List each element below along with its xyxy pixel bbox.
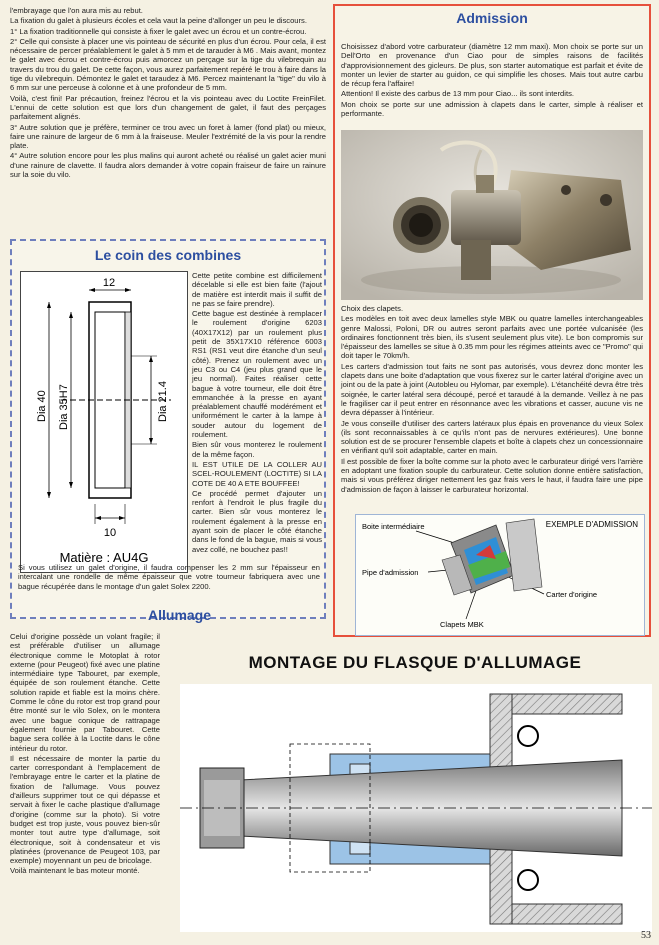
page-number: 53: [641, 930, 651, 941]
carburetor-photo: [341, 130, 643, 300]
label-clapets: Clapets MBK: [440, 620, 484, 629]
paragraph: Choisissez d'abord votre carburateur (diamètre 12 mm maxi). Mon choix se porte sur un Dell'Orto en provenance d'un Ciao pour de simples raisons de facilités d'approvisionnement des gicleurs. De plus, son starter automatique est parfait et évite de monter un levier de starter au guidon, ce qui simplifie les choses. Mais tout autre carbu de récup fera l'affaire!: [341, 42, 643, 89]
combines-text: [192, 271, 322, 555]
paragraph: Choix des clapets.: [341, 304, 404, 313]
label-carter: Carter d'origine: [546, 590, 598, 599]
dim-bottom: 10: [103, 527, 117, 539]
paragraph: Je vous conseille d'utiliser des carters latéraux plus épais en provenance du vieux Solex (ils sont reconnaissables à ce qu'ils n'ont pas de nervures extérieures). Une bonne solution est de se procurer l'ensemble clapets et boîte à clapets chez un concessionnaire en vérifiant qu'il soit adaptable, carter en main.: [341, 418, 643, 456]
dim-dia40: Dia 40: [36, 390, 48, 422]
paragraph: Voilà, c'est fini! Par précaution, freinez l'écrou et la vis pointeau avec du Loctite FreinFilet. L'ennui de cette solution est que lors d'un changement de galet, il faut des perçages parfaitement alignés.: [10, 93, 326, 122]
paragraph: 4° Autre solution encore pour les plus malins qui auront acheté ou réalisé un galet acier muni d'une rainure de clavette. Il faudra alors demander à votre copain fraiseur de faire un rainure sur la soie du vilo.: [10, 151, 326, 180]
combines-box: [10, 239, 326, 619]
paragraph: 2° Celle qui consiste à placer une vis pointeau de sécurité en plus d'un écrou. Pour cela, il est nécessaire de percer préalablement le galet à 5 mm et de tarauder à M6 . Mais avant, montez le galet avec écrou et contre-écrou puis amorcez un perçage sur la tige du vilebrequin au travers du trou du galet. De cette façon, vous aurez parfaitement repéré le trou à faire dans la tige du vilebrequin. Démontez le galet et taraudez à M6. Percez maintenant la "tige" du vilo à 6 mm sur une perceuse à colonne et à une profondeur de 5 mm.: [10, 36, 326, 93]
flasque-cross-section: [180, 684, 652, 932]
paragraph: Voilà maintenant le bas moteur monté.: [10, 866, 140, 876]
admission-title: Admission: [456, 10, 528, 26]
flasque-title: MONTAGE DU FLASQUE D'ALLUMAGE: [248, 653, 582, 672]
paragraph: Les carters d'admission tout faits ne sont pas autorisés, vous devrez donc monter les clapets dans une boite d'adaptation que vous fixerez sur le carter latéral d'origine avec un joint ou de la pate à joint (Autobleu ou Hylomar, par exemple). L'étanchéité devra être très soignée, le carter latéral sera découpé, percé et taraudé à la demande. Veillez à ne pas le fragiliser car il peut entrer en résonnance avec les vibrations et casser, aucune vis ne devra dépasser à l'intérieur.: [341, 361, 643, 418]
paragraph: 1° La fixation traditionnelle qui consiste à fixer le galet avec un écrou et un contre-écrou.: [10, 26, 307, 36]
allumage-title: Allumage: [148, 607, 212, 623]
paragraph: Ce procédé permet d'ajouter un renfort à l'endroit le plus fragile du carter. Bien sûr vous monterez le roulement également à la presse en ayant soin de placer le côté étanche dans le fond de la bague, mais si vous avez collé, ne bouchez pas!!: [192, 488, 322, 554]
dim-dia35: Dia 35H7: [58, 384, 70, 430]
paragraph: Bien sûr vous monterez le roulement de la même façon.: [192, 440, 322, 459]
combines-title: Le coin des combines: [94, 247, 242, 263]
allumage-text: [10, 632, 160, 877]
flasque-title-box: [180, 648, 650, 678]
material-label: Matière : AU4G: [59, 550, 149, 565]
ring-technical-drawing: [20, 271, 188, 573]
label-pipe: Pipe d'admission: [362, 568, 419, 577]
paragraph: Celui d'origine possède un volant fragile; il est préférable d'utiliser un allumage électronique comme le Motoplat à rotor externe (pour Peugeot) fixé avec une platine intermédiaire type Tabouret, par exemple, équipée de son roulement étanche. Cette solution rapide et fiable est la moins chère. Comme le cône du rotor est trop grand pour être monté sur le vilo Solex, on le montera avec une bague conique de rattrapage également fournie par Tabouret. Cette bague sera collée à la Loctite dans le cône intérieur du rotor.: [10, 632, 160, 753]
paragraph: Il est possible de fixer la boîte comme sur la photo avec le carburateur dirigé vers l'arrière en adoptant une fixation souple du carburateur. Cette solution donne entière satisfaction, mais si vous préférez diriger nettement les gaz frais vers le haut, il faudra faire une pipe d'admission de façon à laisser le carburateur horizontal.: [341, 456, 643, 494]
paragraph: Mon choix se porte sur une admission à clapets dans le carter, simple à réaliser et performante.: [341, 99, 643, 119]
admission-intro: [341, 42, 643, 119]
top-left-article: [10, 6, 326, 180]
paragraph: l'embrayage que l'on aura mis au rebut.: [10, 6, 143, 15]
paragraph: IL EST UTILE DE LA COLLER AU SCEL-ROULEMENT (LOCTITE) SI LA COTE DE 40 A ETE BOUFFEE!: [192, 459, 322, 488]
paragraph: 3° Autre solution que je préfère, terminer ce trou avec un foret à lamer (fond plat) ou mieux, faire une rainure de largeur de 6 mm à la fraiseuse. Meuler l'extrémité de la vis pour la rendre plate.: [10, 122, 326, 151]
paragraph: Il est nécessaire de monter la partie du carter correspondant à l'emplacement de l'embrayage entre le carter et la platine de fixation de l'allumage. Vous pouvez d'ailleurs supprimer tout ce qui dépasse et servait à fixer le cache plastique d'allumage d'origine (comme sur la photo). Si votre budget est trop juste, vous pouvez bien-sûr monter tout autre type d'allumage, soit électronique, soit à condensateur et vis platinées (provenance de Peugeot 103, par exemple) moyennant un peu de bricolage.: [10, 753, 160, 866]
admission-box: [333, 4, 651, 637]
paragraph: Cette petite combine est difficilement décelable si elle est bien faite (l'ajout de matière est interdit mais il suffit de ne pas se faire prendre).: [192, 271, 322, 308]
paragraph: La fixation du galet à plusieurs écoles et cela vaut la peine d'allonger un peu le discours.: [10, 16, 307, 26]
dim-top: 12: [102, 277, 116, 289]
diagram-title: EXEMPLE D'ADMISSION: [545, 520, 638, 529]
label-boite: Boite intermédiaire: [362, 522, 425, 531]
paragraph: Attention! Il existe des carbus de 13 mm pour Ciao... ils sont interdits.: [341, 89, 574, 99]
dim-dia21: Dia 21.4: [157, 381, 169, 422]
combines-bottom-text: Si vous utilisez un galet d'origine, il faudra compenser les 2 mm sur l'épaisseur en intercalant une rondelle de même épaisseur que votre tourneur fabriquera avec une bague récupérée dans le montage d'un galet Solex 2200.: [18, 563, 320, 591]
paragraph: Les modèles en toit avec deux lamelles style MBK ou quatre lamelles interchangeables genre Malossi, Poloni, DR ou autres seront parfaits avec une portée vulcanisée (les ordinaires fonctionnent très bien, ils s'usent seulement plus vite). Le bon compromis sur l'épaisseur des lamelles se situe à 0.35 mm pour les régimes atteints avec ce "Promo" qui doit taper le 70km/h.: [341, 314, 643, 361]
paragraph: Cette bague est destinée à remplacer le roulement d'origine 6203 (40X17X12) par un roulement plus petit de 35X17X10 référence 6003 RS1 (RS1 veut dire étanche d'un seul côté). Prenez un roulement avec un jeu C3 ou C4 (jeu plus grand que le jeu normal). Faites réaliser cette bague à votre tourneur, elle doit être emmanchée à la presse en ayant préalablement chauffé modérément et uniformément le carter à la lampe à souder autour du logement de roulement.: [192, 309, 322, 440]
admission-body: [341, 304, 643, 495]
admission-diagram: [355, 514, 645, 636]
